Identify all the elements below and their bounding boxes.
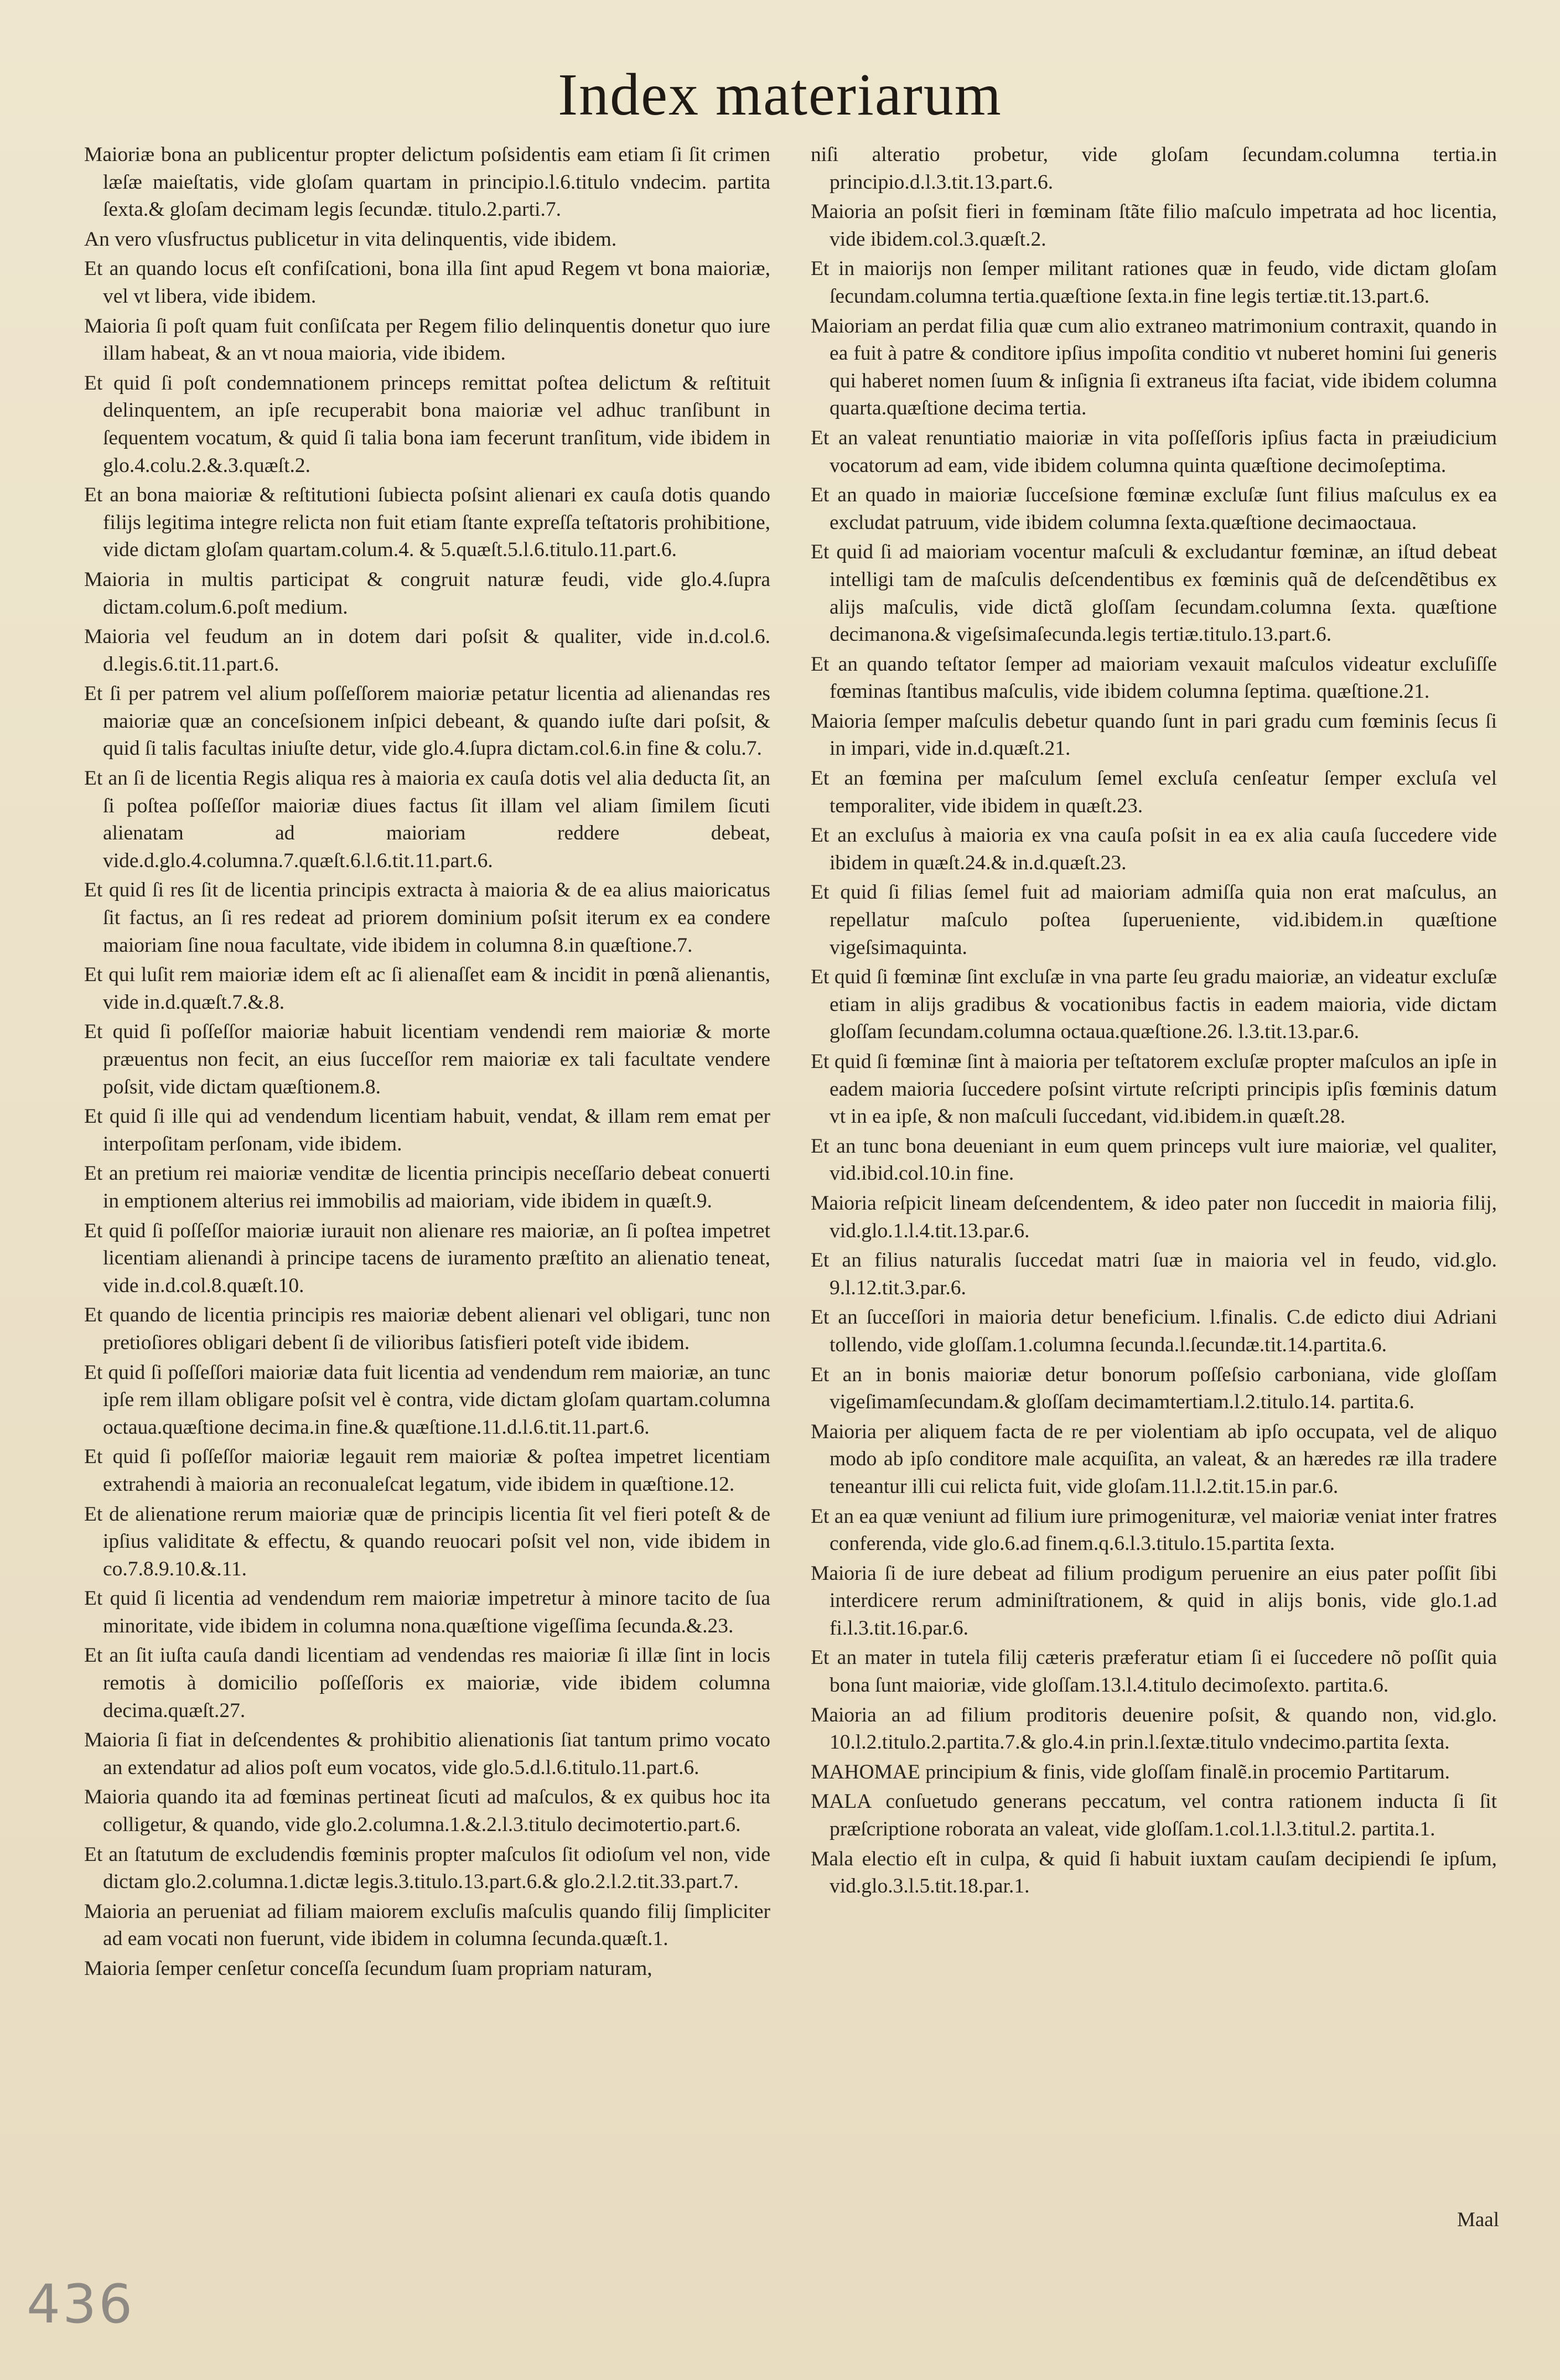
index-entry: Maioria reſpicit lineam deſcendentem, & ideo pater non ſuccedit in maioria filij, vid.glo.1.l.4.tit.13.par.6. [811, 1191, 1497, 1242]
index-entry: Et quid ſi res ſit de licentia principis extracta à maioria & de ea alius maioricatus ſit factus, an ſi res redeat ad priorem dominium poſsit iterum ex ea condere maioriam ſine noua facultate, vide ibidem in columna 8.in quæſtione.7. [84, 879, 770, 957]
index-entry: Et an valeat renuntiatio maioriæ in vita poſſeſſoris ipſius facta in præiudicium vocatorum ad eam, vide ibidem columna quinta quæſtione decimoſeptima. [811, 426, 1497, 477]
index-entry: Maioria an poſsit fieri in fœminam ſtãte filio maſculo impetrata ad hoc licentia, vide ibidem.col.3.quæſt.2. [811, 200, 1497, 251]
index-entry: Maioria ſi poſt quam fuit conſiſcata per Regem filio delinquentis donetur quo iure illam habeat, & an vt noua maioria, vide ibidem. [84, 314, 770, 365]
index-entry: Et an pretium rei maioriæ venditæ de licentia principis neceſſario debeat conuerti in emptionem alterius rei immobilis ad maioriam, vide ibidem in quæſt.9. [84, 1162, 770, 1212]
left-column [84, 141, 770, 1985]
index-entry: MAHOMAE principium & finis, vide gloſſam finalẽ.in procemio Partitarum. [811, 1760, 1450, 1783]
index-entry: Et an ea quæ veniunt ad filium iure primogenituræ, vel maioriæ veniat inter fratres conferenda, vide glo.6.ad finem.q.6.l.3.titulo.15.partita ſexta. [811, 1505, 1497, 1555]
index-entry: Et an ſtatutum de excludendis fœminis propter maſculos ſit odioſum vel non, vide dictam glo.2.columna.1.dictæ legis.3.titulo.13.part.6.& glo.2.l.2.tit.33.part.7. [84, 1843, 770, 1894]
index-entry: Et de alienatione rerum maioriæ quæ de principis licentia ſit vel fieri poteſt & de ipſius validitate & effectu, & quando reuocari poſsit vel non, vide ibidem in co.7.8.9.10.&.11. [84, 1502, 770, 1580]
index-entry: Et an ſit iuſta cauſa dandi licentiam ad vendendas res maioriæ ſi illæ ſint in locis remotis à domicilio poſſeſſoris ex maioriæ, vide ibidem columna decima.quæſt.27. [84, 1644, 770, 1722]
index-entry: Et quid ſi poſſeſſor maioriæ habuit licentiam vendendi rem maioriæ & morte præuentus non fecit, an eius ſucceſſor rem maioriæ ex tali facultate vendere poſsit, vide dictam quæſtionem.8. [84, 1020, 770, 1098]
index-entry: Et an fœmina per maſculum ſemel excluſa cenſeatur ſemper excluſa vel temporaliter, vide ibidem in quæſt.23. [811, 767, 1497, 817]
index-entry: Et an quando teſtator ſemper ad maioriam vexauit maſculos videatur excluſiſſe fœminas ſtantibus maſculis, vide ibidem columna ſeptima. quæſtione.21. [811, 652, 1497, 703]
index-entry: MALA conſuetudo generans peccatum, vel contra rationem inducta ſi ſit præſcriptione roborata an valeat, vide gloſſam.1.col.1.l.3.titul.2. partita.1. [811, 1790, 1497, 1841]
index-entry: Et an excluſus à maioria ex vna cauſa poſsit in ea ex alia cauſa ſuccedere vide ibidem in quæſt.24.& in.d.quæſt.23. [811, 824, 1497, 874]
index-entry: Maioriam an perdat filia quæ cum alio extraneo matrimonium contraxit, quando in ea fuit à patre & conditore ipſius impoſita conditio vt nuberet homini ſui generis qui haberet nomen ſuum & inſignia ſi extraneus iſta faciat, vide ibidem columna quarta.quæſtione decima tertia. [811, 314, 1497, 420]
index-entry: Maioriæ bona an publicentur propter delictum poſsidentis eam etiam ſi ſit crimen læſæ maieſtatis, vide gloſam quartam in principio.l.6.titulo vndecim. partita ſexta.& gloſam decimam legis ſecundæ. titulo.2.parti.7. [84, 143, 770, 221]
index-entry: Et qui luſit rem maioriæ idem eſt ac ſi alienaſſet eam & incidit in pœnã alienantis, vide in.d.quæſt.7.&.8. [84, 963, 770, 1014]
index-entry: Maioria quando ita ad fœminas pertineat ſicuti ad maſculos, & ex quibus hoc ita colligetur, & quando, vide glo.2.columna.1.&.2.l.3.titulo decimotertio.part.6. [84, 1786, 770, 1837]
index-entry: Et quid ſi fœminæ ſint excluſæ in vna parte ſeu gradu maioriæ, an videatur excluſæ etiam in alijs gradibus & vocationibus factis in eadem maioria, vide dictam gloſſam ſecundam.columna octaua.quæſtione.26. l.3.tit.13.par.6. [811, 966, 1497, 1044]
index-entry: Maioria an ad filium proditoris deuenire poſsit, & quando non, vid.glo. 10.l.2.titulo.2.partita.7.& glo.4.in prin.l.ſextæ.titulo vndecimo.partita ſexta. [811, 1703, 1497, 1754]
index-entry: Mala electio eſt in culpa, & quid ſi habuit iuxtam cauſam decipiendi ſe ipſum, vid.glo.3.l.5.tit.18.par.1. [811, 1847, 1497, 1898]
index-entry: Et ſi per patrem vel alium poſſeſſorem maioriæ petatur licentia ad alienandas res maioriæ quæ an conceſsionem inſpici debeant, & quando iuſte dari poſsit, & quid ſi talis facultas iniuſte detur, vide glo.4.ſupra dictam.col.6.in fine & colu.7. [84, 682, 770, 760]
index-entry: Maioria ſi de iure debeat ad filium prodigum peruenire an eius pater poſſit ſibi interdicere rerum adminiſtrationem, & quid in alijs bonis, vide glo.1.ad fi.l.3.tit.16.par.6. [811, 1562, 1497, 1640]
index-entry: Et quid ſi poſſeſſor maioriæ iurauit non alienare res maioriæ, an ſi poſtea impetret licentiam alienandi à principe tacens de iuramento præſtito an alienatio teneat, vide in.d.col.8.quæſt.10. [84, 1219, 770, 1297]
index-entry: Maioria ſemper maſculis debetur quando ſunt in pari gradu cum fœminis ſecus ſi in impari, vide in.d.quæſt.21. [811, 709, 1497, 760]
index-entry: Et an quando locus eſt confiſcationi, bona illa ſint apud Regem vt bona maioriæ, vel vt libera, vide ibidem. [84, 257, 770, 308]
index-entry: Et quid ſi fœminæ ſint à maioria per teſtatorem excluſæ propter maſculos an ipſe in eadem maioria ſuccedere poſsint virtute reſcripti principis ipſis fœminis datum vt in ea ipſe, & non maſculi ſuccedant, vid.ibidem.in quæſt.28. [811, 1050, 1497, 1128]
index-entry: Maioria ſemper cenſetur conceſſa ſecundum ſuam propriam naturam, [84, 1957, 652, 1980]
index-entry: Et quando de licentia principis res maioriæ debent alienari vel obligari, tunc non pretioſiores obligari debent ſi de vilioribus ſatisfieri poteſt vide ibidem. [84, 1304, 770, 1354]
index-entry: Et an quado in maioriæ ſucceſsione fœminæ excluſæ ſunt filius maſculus ex ea excludat patruum, vide ibidem columna ſexta.quæſtione decimaoctaua. [811, 484, 1497, 534]
catchword: Maal [1457, 2208, 1499, 2231]
index-entry: Et an ſucceſſori in maioria detur beneficium. l.finalis. C.de edicto diui Adriani tollendo, vide gloſſam.1.columna ſecunda.l.ſecundæ.tit.14.partita.6. [811, 1306, 1497, 1356]
index-entry: Maioria vel feudum an in dotem dari poſsit & qualiter, vide in.d.col.6. d.legis.6.tit.11.part.6. [84, 625, 770, 676]
index-entry: Maioria in multis participat & congruit naturæ feudi, vide glo.4.ſupra dictam.colum.6.poſt medium. [84, 568, 770, 619]
index-entry: niſi alteratio probetur, vide gloſam ſecundam.columna tertia.in principio.d.l.3.tit.13.part.6. [811, 143, 1497, 194]
index-entry: Maioria an perueniat ad filiam maiorem excluſis maſculis quando filij ſimpliciter ad eam vocati non fuerunt, vide ibidem in columna ſecunda.quæſt.1. [84, 1900, 770, 1951]
pencil-folio-number: 436 [27, 2273, 135, 2335]
index-entry: Et quid ſi ad maioriam vocentur maſculi & excludantur fœminæ, an iſtud debeat intelligi tam de maſculis deſcendentibus ex fœminis quã de deſcendẽtibus ex alijs maſculis, vide dictã gloſſam ſecundam.columna ſexta. quæſtione decimanona.& vigeſsimaſecunda.legis tertiæ.titulo.13.part.6. [811, 541, 1497, 646]
index-entry: Et an mater in tutela filij cæteris præferatur etiam ſi ei ſuccedere nõ poſſit quia bona ſunt maioriæ, vide gloſſam.13.l.4.titulo decimoſexto. partita.6. [811, 1646, 1497, 1697]
index-entry: Maioria per aliquem facta de re per violentiam ab ipſo occupata, vel de aliquo modo ab ipſo conditore male acquiſita, an valeat, & an hæredes ræ illa tradere teneantur illi cui relicta fuit, vide gloſam.11.l.2.tit.15.in par.6. [811, 1420, 1497, 1498]
index-entry: Et an ſi de licentia Regis aliqua res à maioria ex cauſa dotis vel alia deducta ſit, an ſi poſtea poſſeſſor maioriæ diues factus ſit illam vel aliam ſimilem ſicuti alienatam ad maioriam reddere debeat, vide.d.glo.4.columna.7.quæſt.6.l.6.tit.11.part.6. [84, 767, 770, 872]
index-entry: Et an filius naturalis ſuccedat matri ſuæ in maioria vel in feudo, vid.glo. 9.l.12.tit.3.par.6. [811, 1249, 1497, 1299]
index-entry: Et quid ſi poſt condemnationem princeps remittat poſtea delictum & reſtituit delinquentem, an ipſe recuperabit bona maioriæ vel adhuc tranſibunt in ſequentem vocatum, & quid ſi talia bona iam fecerunt tranſitum, vide ibidem in glo.4.colu.2.&.3.quæſt.2. [84, 371, 770, 477]
index-entry: Et in maiorijs non ſemper militant rationes quæ in feudo, vide dictam gloſam ſecundam.columna tertia.quæſtione ſexta.in fine legis tertiæ.tit.13.part.6. [811, 257, 1497, 308]
index-entry: Et an bona maioriæ & reſtitutioni ſubiecta poſsint alienari ex cauſa dotis quando filijs legitima integre relicta non fuit etiam ſtante expreſſa teſtatoris prohibitione, vide dictam gloſam quartam.colum.4. & 5.quæſt.5.l.6.titulo.11.part.6. [84, 484, 770, 562]
index-entry: Et quid ſi poſſeſſori maioriæ data fuit licentia ad vendendum rem maioriæ, an tunc ipſe rem illam obligare poſsit vel è contra, vide dictam gloſam quartam.columna octaua.quæſtione decima.in fine.& quæſtione.11.d.l.6.tit.11.part.6. [84, 1361, 770, 1439]
index-entry: Et quid ſi licentia ad vendendum rem maioriæ impetretur à minore tacito de ſua minoritate, vide ibidem in columna nona.quæſtione vigeſſima ſecunda.&.23. [84, 1587, 770, 1637]
right-column [811, 141, 1497, 1902]
index-entry: Et quid ſi filias ſemel fuit ad maioriam admiſſa quia non erat maſculus, an repellatur maſculo poſtea ſuperueniente, vid.ibidem.in quæſtione vigeſsimaquinta. [811, 881, 1497, 959]
page-title: Index materiarum [558, 62, 1002, 128]
index-entry: Et an in bonis maioriæ detur bonorum poſſeſsio carboniana, vide gloſſam vigeſimamſecundam.& gloſſam decimamtertiam.l.2.titulo.14. partita.6. [811, 1363, 1497, 1414]
index-entry: Maioria ſi fiat in deſcendentes & prohibitio alienationis ſiat tantum primo vocato an extendatur ad alios poſt eum vocatos, vide glo.5.d.l.6.titulo.11.part.6. [84, 1729, 770, 1779]
index-entry: Et quid ſi poſſeſſor maioriæ legauit rem maioriæ & poſtea impetret licentiam extrahendi à maioria an reconualeſcat legatum, vide ibidem in quæſtione.12. [84, 1445, 770, 1496]
index-entry: An vero vſusfructus publicetur in vita delinquentis, vide ibidem. [84, 227, 617, 251]
index-entry: Et an tunc bona deueniant in eum quem princeps vult iure maioriæ, vel qualiter, vid.ibid.col.10.in fine. [811, 1134, 1497, 1185]
index-entry: Et quid ſi ille qui ad vendendum licentiam habuit, vendat, & illam rem emat per interpoſitam perſonam, vide ibidem. [84, 1105, 770, 1155]
